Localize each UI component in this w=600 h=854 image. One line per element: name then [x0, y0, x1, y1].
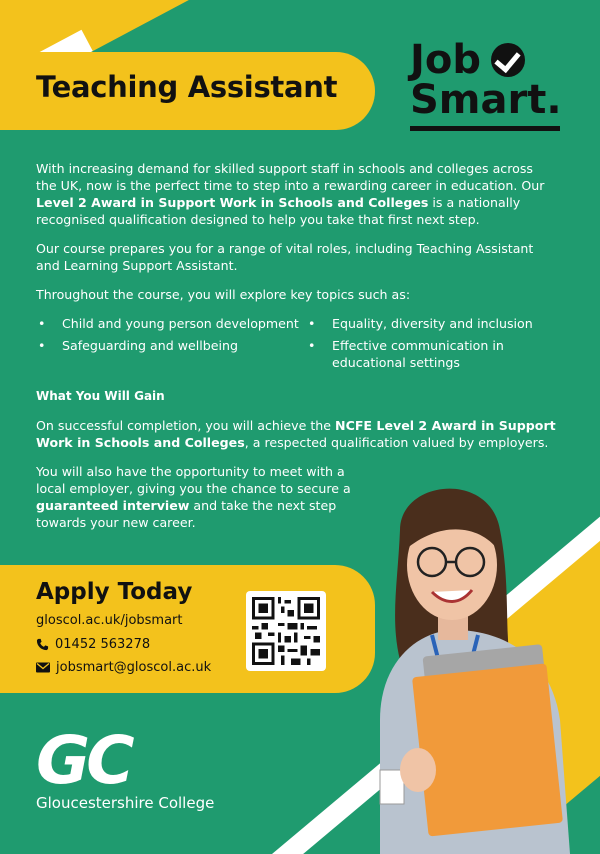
course-name: Level 2 Award in Support Work in Schools and Colleges — [36, 195, 429, 210]
phone-line[interactable] — [36, 637, 150, 652]
gain-text: On successful completion, you will achieve the — [36, 418, 336, 433]
list-item: • Safeguarding and wellbeing — [36, 337, 306, 354]
email-line[interactable] — [36, 660, 211, 675]
logo-underline — [410, 126, 560, 131]
guaranteed-interview: guaranteed interview — [36, 498, 190, 513]
list-item: • Child and young person development — [36, 315, 306, 332]
topics-right — [306, 315, 556, 376]
intro-text: With increasing demand for skilled support staff in schools and colleges across the UK, now is the perfect time to step into a rewarding career in education. Our — [36, 161, 545, 193]
topics-list — [36, 315, 556, 376]
phone-icon — [36, 638, 49, 651]
page-title: Teaching Assistant — [36, 70, 338, 104]
gain-heading: What You Will Gain — [36, 389, 165, 403]
jobsmart-logo — [410, 37, 562, 131]
gc-mark: GC — [36, 722, 131, 799]
college-name: Gloucestershire College — [36, 794, 215, 812]
topics-left — [36, 315, 306, 376]
student-photo — [360, 470, 600, 854]
title-banner — [0, 52, 375, 130]
award-name: NCFE Level 2 Award in Support Work in Schools and Colleges — [36, 418, 556, 450]
gain-text-end: , a respected qualification valued by employers. — [244, 435, 549, 450]
intro-text-end: is a nationally recognised qualification designed to help you take that first next step. — [36, 195, 521, 227]
topics-intro: Throughout the course, you will explore key topics such as: — [36, 287, 411, 302]
website-link[interactable] — [36, 613, 183, 628]
email-address[interactable]: jobsmart@gloscol.ac.uk — [56, 660, 212, 675]
intro-paragraph — [36, 160, 556, 228]
email-icon — [36, 662, 50, 673]
interview-text: You will also have the opportunity to meet with a local employer, giving you the chance to secure a — [36, 464, 351, 496]
phone-number[interactable]: 01452 563278 — [55, 637, 151, 652]
website-text[interactable]: gloscol.ac.uk/jobsmart — [36, 613, 183, 628]
apply-heading: Apply Today — [36, 579, 193, 605]
college-logo — [36, 722, 215, 812]
apply-banner — [0, 565, 375, 693]
checkmark-icon — [491, 43, 525, 77]
logo-word-job: Job — [410, 37, 481, 83]
qr-code[interactable] — [246, 591, 326, 671]
list-item: • Effective communication in educational settings — [306, 337, 556, 371]
gain-paragraph — [36, 417, 556, 451]
interview-paragraph — [36, 463, 356, 531]
roles-paragraph: Our course prepares you for a range of vital roles, including Teaching Assistant and Learning Support Assistant. — [36, 241, 534, 273]
interview-text-end: and take the next step towards your new career. — [36, 498, 337, 530]
list-item: • Equality, diversity and inclusion — [306, 315, 556, 332]
logo-word-smart: Smart. — [410, 77, 562, 123]
